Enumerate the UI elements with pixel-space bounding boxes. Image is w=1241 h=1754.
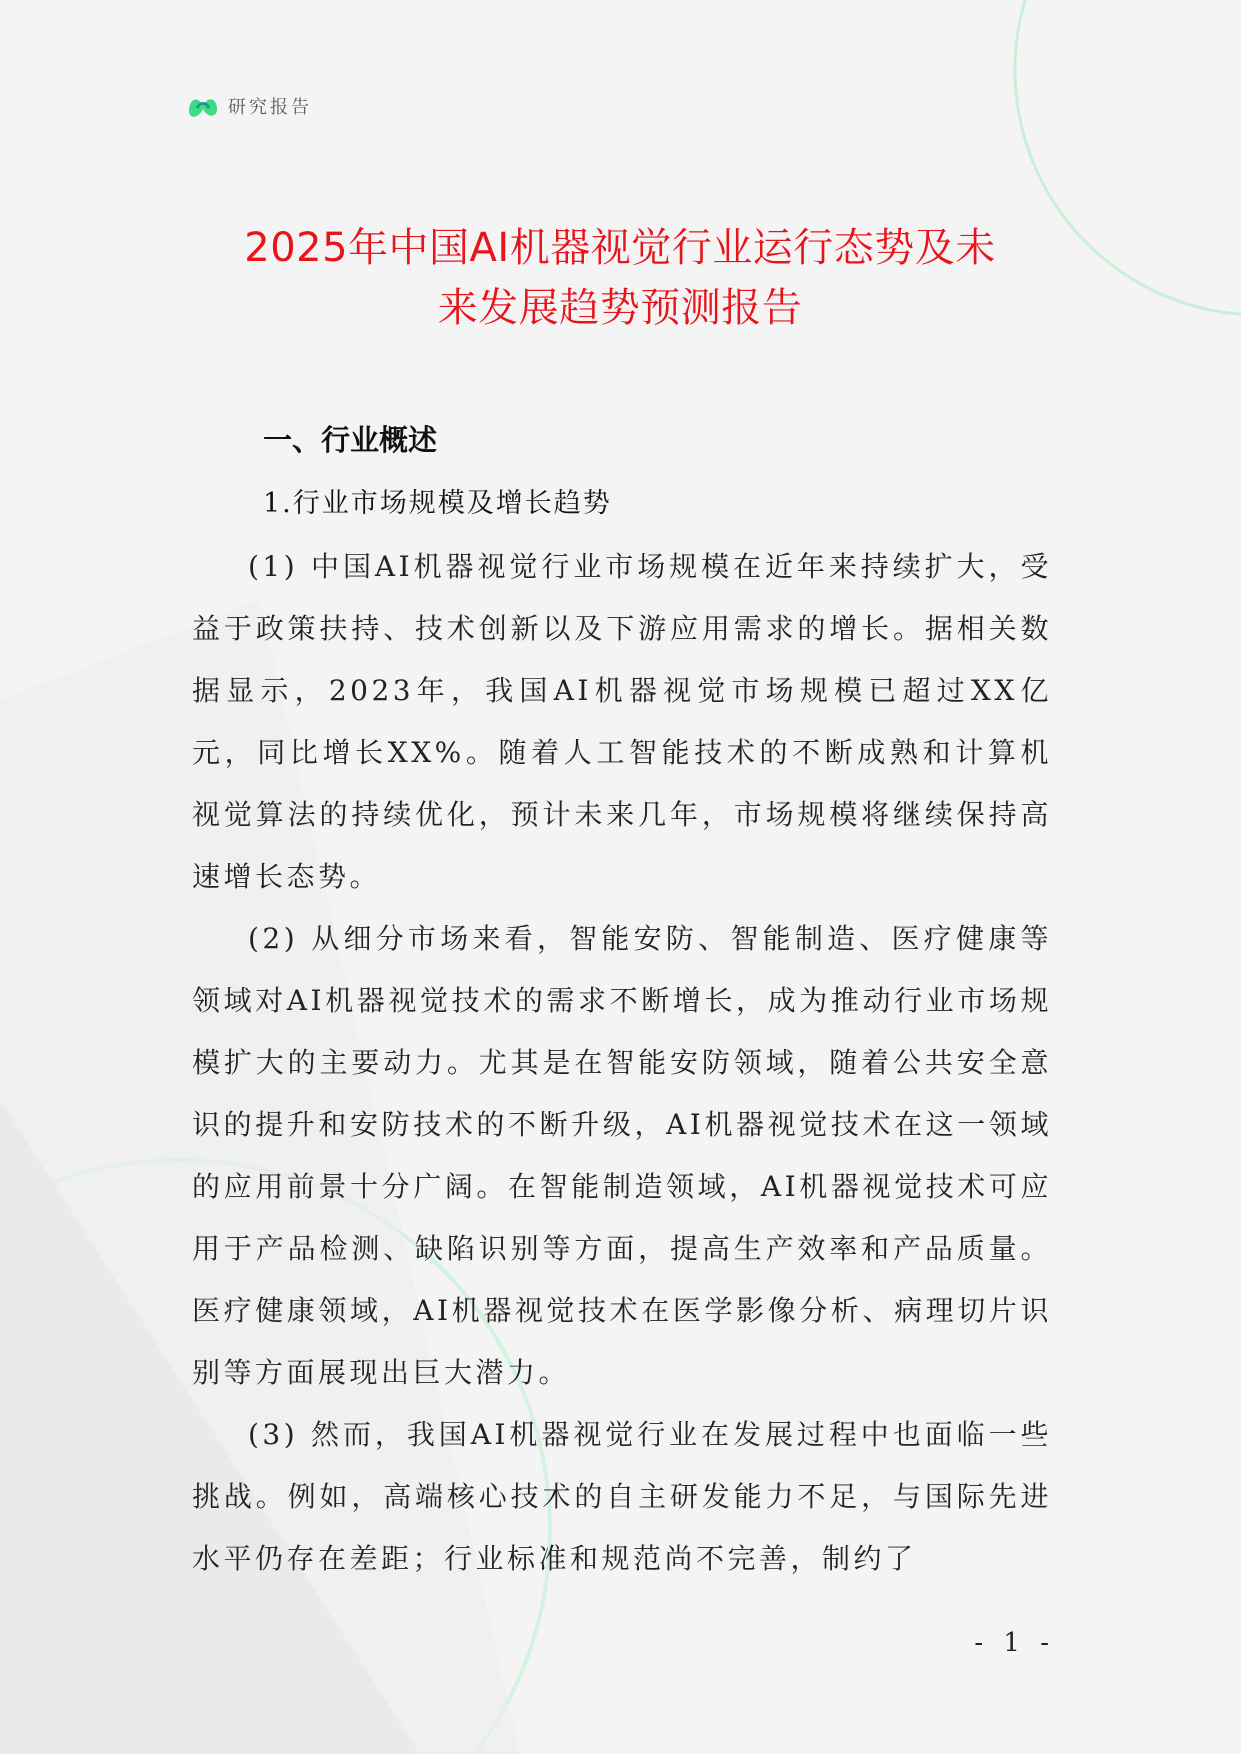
report-title-line-2: 来发展趋势预测报告 xyxy=(437,285,803,331)
header-label: 研究报告 xyxy=(228,97,312,118)
report-title-line-1: 2025年中国AI机器视觉行业运行态势及未 xyxy=(244,225,996,271)
report-title xyxy=(170,218,1070,338)
sub-heading: 1.行业市场规模及增长趋势 xyxy=(263,488,612,519)
paragraph-1: (1) 中国AI机器视觉行业市场规模在近年来持续扩大，受益于政策扶持、技术创新以及下游应用需求的增长。据相关数据显示，2023年，我国AI机器视觉市场规模已超过XX亿元，同比增长XX%。随着人工智能技术的不断成熟和计算机视觉算法的持续优化，预计未来几年，市场规模将继续保持高速增长态势。 xyxy=(192,550,1052,893)
document-header xyxy=(186,88,312,124)
brand-logo-icon xyxy=(186,89,220,123)
section-heading: 一、行业概述 xyxy=(263,423,438,457)
paragraph-2: (2) 从细分市场来看，智能安防、智能制造、医疗健康等领域对AI机器视觉技术的需求不断增长，成为推动行业市场规模扩大的主要动力。尤其是在智能安防领域，随着公共安全意识的提升和安防技术的不断升级，AI机器视觉技术在这一领域的应用前景十分广阔。在智能制造领域，AI机器视觉技术可应用于产品检测、缺陷识别等方面，提高生产效率和产品质量。医疗健康领域，AI机器视觉技术在医学影像分析、病理切片识别等方面展现出巨大潜力。 xyxy=(192,922,1052,1389)
paragraph-3: (3) 然而，我国AI机器视觉行业在发展过程中也面临一些挑战。例如，高端核心技术的自主研发能力不足，与国际先进水平仍存在差距；行业标准和规范尚不完善，制约了 xyxy=(192,1418,1052,1575)
page-number: - 1 - xyxy=(974,1628,1055,1658)
body-text xyxy=(192,536,1052,1590)
